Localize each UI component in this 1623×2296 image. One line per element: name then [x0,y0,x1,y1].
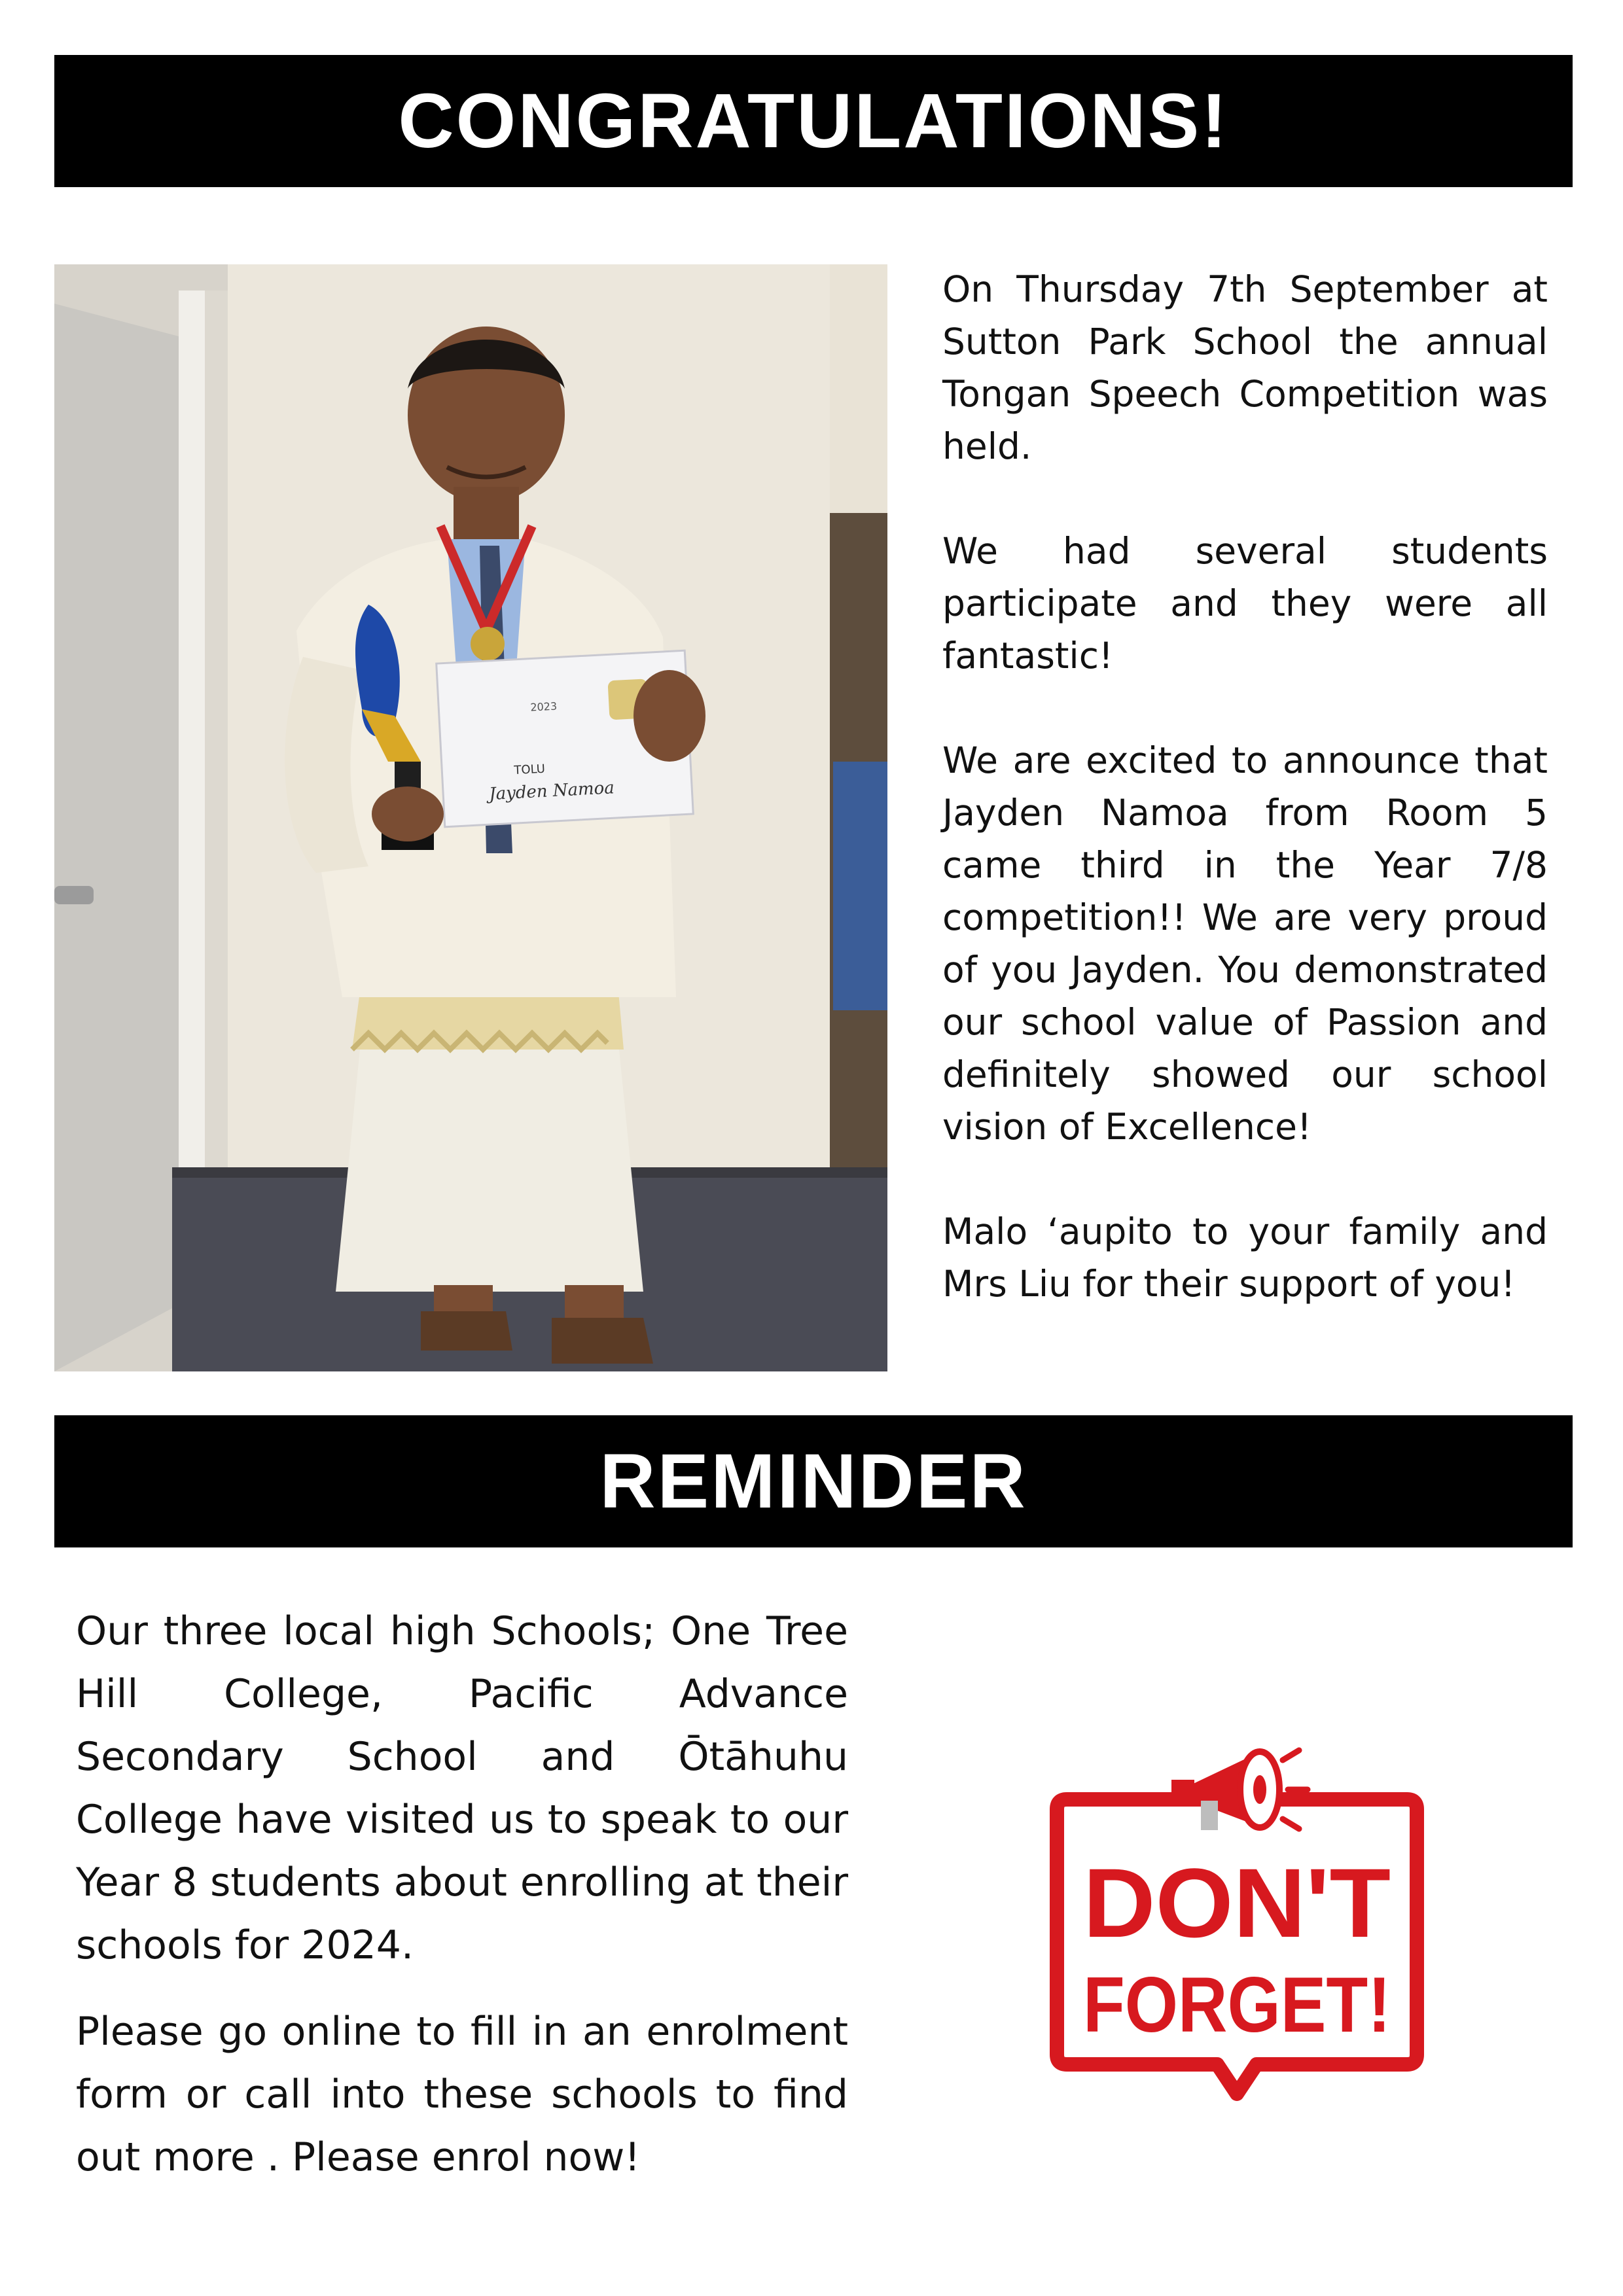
dont-forget-sticker [1041,1727,1433,2133]
dont-line: DON'T [1083,1848,1391,1958]
reminder-heading: REMINDER [54,1415,1573,1547]
congratulations-heading: CONGRATULATIONS! [54,55,1573,187]
congratulations-paragraph-4: Malo ‘aupito to your family and Mrs Liu for their support of you! [942,1210,1548,1305]
reminder-paragraph-2: Please go online to fill in an enrolment form or call into these schools to find out more . Please enrol now! [76,2009,848,2180]
certificate-place: TOLU [513,762,546,778]
reminder-article [76,1600,848,2212]
congratulations-paragraph-3: We are excited to announce that Jayden Namoa from Room 5 came third in the Year 7/8 competition!! We are very proud of you Jayden. You demonstrated our school value of Passion and definitely showed our school vision of Excellence! [942,739,1548,1148]
forget-line: FORGET! [1083,1961,1391,2049]
certificate-name: Jayden Namoa [488,778,615,805]
student-photo [54,264,887,1371]
congratulations-paragraph-2: We had several students participate and they were all fantastic! [942,530,1548,677]
congratulations-paragraph-1: On Thursday 7th September at Sutton Park School the annual Tongan Speech Competition was held. [942,268,1548,467]
reminder-paragraph-1: Our three local high Schools; One Tree Hill College, Pacific Advance Secondary School and Ōtāhuhu College have visited us to speak to our Year 8 students about enrolling at their schools for 2024. [76,1608,848,1968]
congratulations-article [942,263,1548,1362]
certificate-year: 2023 [529,699,558,714]
